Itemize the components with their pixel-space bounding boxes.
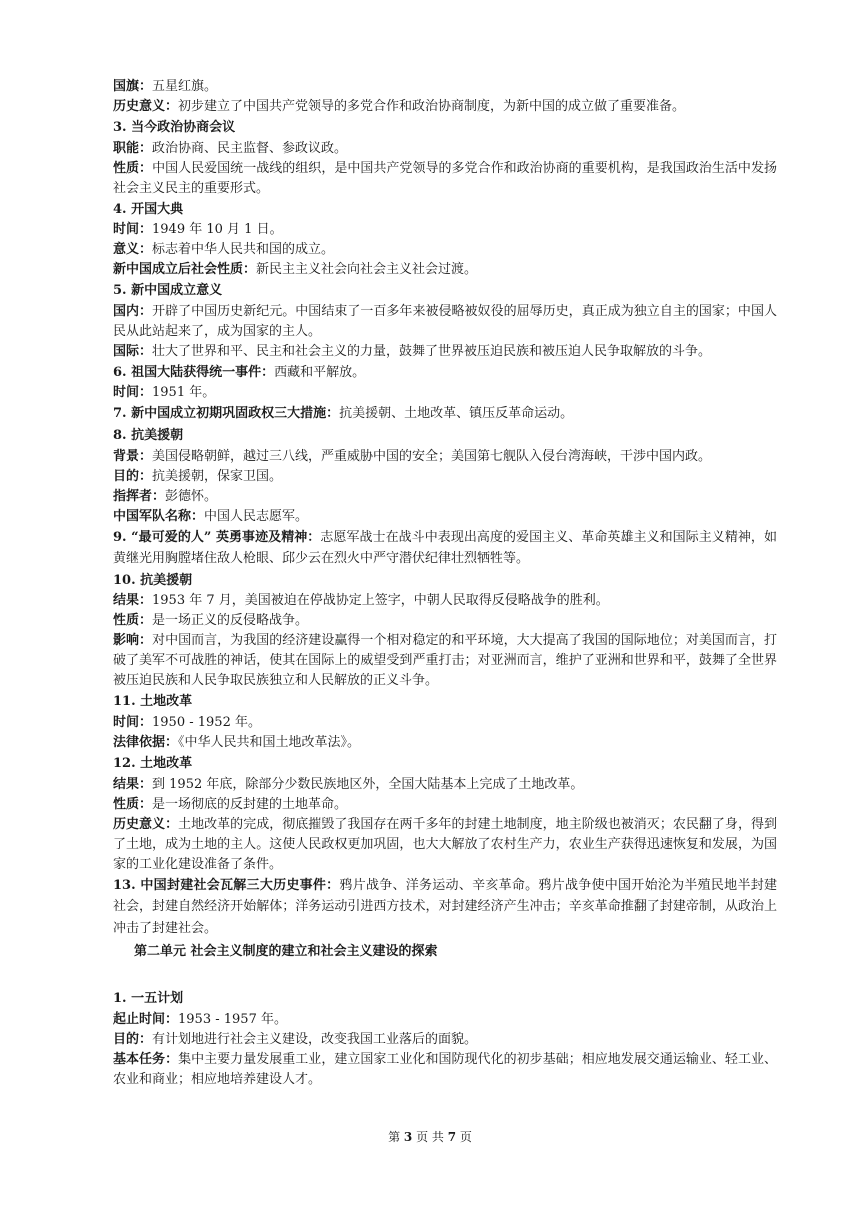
definition-paragraph bbox=[113, 1010, 777, 1030]
section-heading-body: 抗美援朝、土地改革、镇压反革命运动。 bbox=[339, 406, 574, 422]
unit-title-text: 第二单元 社会主义制度的建立和社会主义建设的探索 bbox=[134, 944, 438, 960]
term-label: 新中国成立后社会性质： bbox=[113, 262, 257, 278]
term-text: 中国人民志愿军。 bbox=[204, 508, 309, 524]
term-label: 时间： bbox=[113, 385, 153, 401]
definition-paragraph bbox=[113, 302, 777, 342]
section-heading-text: 8. 抗美援朝 bbox=[113, 427, 184, 443]
section-heading-body: 鸦片战争、洋务运动、辛亥革命。鸦片战争使中国开始沦为半殖民地半封建社会，封建自然经济开始解体；洋务运动引进西方技术，对封建经济产生冲击；辛亥革命推翻了封建帝制，从政治上冲击了封建社会。 bbox=[113, 877, 777, 936]
definition-paragraph bbox=[113, 713, 777, 733]
term-label: 法律依据： bbox=[113, 734, 179, 750]
term-text: 壮大了世界和平、民主和社会主义的力量，鼓舞了世界被压迫民族和被压迫人民争取解放的斗争。 bbox=[152, 343, 712, 359]
definition-paragraph bbox=[113, 591, 777, 611]
definition-paragraph bbox=[113, 487, 777, 507]
definition-paragraph bbox=[113, 159, 777, 199]
footer-page-number: 3 bbox=[403, 1130, 413, 1144]
document-body bbox=[113, 77, 777, 1090]
term-text: 《中华人民共和国土地改革法》。 bbox=[178, 734, 361, 750]
definition-paragraph bbox=[113, 1030, 777, 1050]
section-heading-text: 1. 一五计划 bbox=[113, 991, 184, 1007]
section-heading bbox=[113, 425, 777, 447]
term-label: 时间： bbox=[113, 222, 153, 238]
term-text: 1950 - 1952 年。 bbox=[152, 714, 261, 730]
section-heading-text: 5. 新中国成立意义 bbox=[113, 283, 223, 299]
definition-paragraph bbox=[113, 342, 777, 362]
term-label: 起止时间： bbox=[113, 1011, 179, 1027]
section-heading bbox=[113, 570, 777, 592]
section-heading bbox=[113, 691, 777, 713]
definition-paragraph bbox=[113, 383, 777, 403]
footer-prefix: 第 bbox=[388, 1130, 404, 1144]
definition-paragraph bbox=[113, 815, 777, 875]
term-text: 彭德怀。 bbox=[165, 488, 218, 504]
section-heading-text: 9. “最可爱的人” 英勇事迹及精神： bbox=[113, 529, 321, 545]
section-heading bbox=[113, 199, 777, 221]
term-label: 国际： bbox=[113, 343, 153, 359]
term-text: 是一场正义的反侵略战争。 bbox=[152, 613, 309, 629]
term-label: 影响： bbox=[113, 633, 153, 649]
section-heading bbox=[113, 280, 777, 302]
term-label: 指挥者： bbox=[113, 488, 166, 504]
term-text: 土地改革的完成，彻底摧毁了我国存在两千多年的封建土地制度，地主阶级也被消灭；农民翻了身，得到了土地，成为土地的主人。这使人民政权更加巩固，也大大解放了农村生产力，农业生产获得迅速恢复和发展，为国家的工业化建设准备了条件。 bbox=[113, 816, 777, 872]
section-heading bbox=[113, 988, 777, 1010]
section-heading-text: 7. 新中国成立初期巩固政权三大措施： bbox=[113, 406, 340, 422]
section-heading-text: 3. 当今政治协商会议 bbox=[113, 120, 236, 135]
definition-paragraph bbox=[113, 77, 777, 97]
term-label: 目的： bbox=[113, 1031, 153, 1047]
section-heading-text: 12. 土地改革 bbox=[113, 755, 193, 771]
definition-paragraph bbox=[113, 447, 777, 467]
section-heading-body: 志愿军战士在战斗中表现出高度的爱国主义、革命英雄主义和国际主义精神，如黄继光用胸膛堵住敌人枪眼、邱少云在烈火中严守潜伏纪律壮烈牺牲等。 bbox=[113, 529, 777, 567]
unit-title bbox=[113, 942, 777, 962]
definition-paragraph bbox=[113, 775, 777, 795]
term-label: 结果： bbox=[113, 776, 153, 792]
term-label: 性质： bbox=[113, 160, 153, 176]
definition-paragraph bbox=[113, 631, 777, 691]
term-label: 基本任务： bbox=[113, 1051, 179, 1067]
section-heading-text: 13. 中国封建社会瓦解三大历史事件： bbox=[113, 877, 340, 893]
term-label: 性质： bbox=[113, 613, 153, 629]
term-text: 到 1952 年底，除部分少数民族地区外，全国大陆基本上完成了土地改革。 bbox=[152, 776, 584, 792]
term-label: 国内： bbox=[113, 303, 153, 319]
term-text: 抗美援朝，保家卫国。 bbox=[152, 468, 283, 484]
definition-paragraph bbox=[113, 467, 777, 487]
term-label: 中国军队名称： bbox=[113, 508, 205, 524]
term-text: 中国人民爱国统一战线的组织，是中国共产党领导的多党合作和政治协商的重要机构，是我国政治生活中发扬社会主义民主的重要形式。 bbox=[113, 160, 777, 196]
term-text: 标志着中华人民共和国的成立。 bbox=[152, 242, 335, 258]
definition-paragraph bbox=[113, 507, 777, 527]
term-text: 开辟了中国历史新纪元。中国结束了一百多年来被侵略被奴役的屈辱历史，真正成为独立自主的国家；中国人民从此站起来了，成为国家的主人。 bbox=[113, 303, 777, 339]
footer-total-pages: 7 bbox=[447, 1130, 457, 1144]
definition-paragraph bbox=[113, 220, 777, 240]
term-label: 目的： bbox=[113, 468, 153, 484]
definition-paragraph bbox=[113, 240, 777, 260]
definition-paragraph bbox=[113, 97, 777, 117]
term-text: 有计划地进行社会主义建设，改变我国工业落后的面貌。 bbox=[152, 1031, 478, 1047]
term-label: 历史意义： bbox=[113, 99, 179, 114]
section-heading bbox=[113, 753, 777, 775]
term-text: 1951 年。 bbox=[152, 385, 216, 401]
definition-paragraph bbox=[113, 733, 777, 753]
term-text: 1953 年 7 月，美国被迫在停战协定上签字，中朝人民取得反侵略战争的胜利。 bbox=[152, 593, 609, 609]
term-text: 五星红旗。 bbox=[152, 79, 218, 94]
term-text: 1949 年 10 月 1 日。 bbox=[152, 222, 283, 238]
section-heading bbox=[113, 403, 777, 425]
term-label: 性质： bbox=[113, 796, 153, 812]
term-text: 美国侵略朝鲜，越过三八线，严重威胁中国的安全；美国第七舰队入侵台湾海峡，干涉中国内政。 bbox=[152, 448, 712, 464]
section-heading-text: 4. 开国大典 bbox=[113, 201, 184, 217]
definition-paragraph bbox=[113, 139, 777, 159]
term-text: 新民主主义社会向社会主义社会过渡。 bbox=[256, 262, 478, 278]
term-label: 结果： bbox=[113, 593, 153, 609]
definition-paragraph bbox=[113, 1050, 777, 1090]
section-heading-body: 西藏和平解放。 bbox=[274, 364, 366, 380]
section-heading bbox=[113, 875, 777, 940]
term-text: 1953 - 1957 年。 bbox=[178, 1011, 287, 1027]
section-heading-text: 11. 土地改革 bbox=[113, 694, 193, 710]
term-text: 初步建立了中国共产党领导的多党合作和政治协商制度，为新中国的成立做了重要准备。 bbox=[178, 99, 686, 114]
section-heading bbox=[113, 527, 777, 570]
definition-paragraph bbox=[113, 795, 777, 815]
definition-paragraph bbox=[113, 260, 777, 280]
term-text: 是一场彻底的反封建的土地革命。 bbox=[152, 796, 348, 812]
term-text: 对中国而言，为我国的经济建设赢得一个相对稳定的和平环境，大大提高了我国的国际地位；对美国而言，打破了美军不可战胜的神话，使其在国际上的威望受到严重打击；对亚洲而言，维护了亚洲和世界和平，鼓舞了全世界被压迫民族和人民争取民族独立和人民解放的正义斗争。 bbox=[113, 633, 777, 689]
term-label: 背景： bbox=[113, 448, 153, 464]
term-label: 时间： bbox=[113, 714, 153, 730]
term-label: 职能： bbox=[113, 140, 153, 156]
page-footer bbox=[0, 1129, 860, 1145]
term-label: 历史意义： bbox=[113, 816, 179, 832]
section-heading bbox=[113, 362, 777, 384]
footer-suffix: 页 bbox=[456, 1130, 472, 1144]
term-text: 集中主要力量发展重工业，建立国家工业化和国防现代化的初步基础；相应地发展交通运输业、轻工业、农业和商业；相应地培养建设人才。 bbox=[113, 1051, 777, 1087]
term-label: 国旗： bbox=[113, 79, 153, 94]
section-heading-text: 10. 抗美援朝 bbox=[113, 572, 193, 588]
definition-paragraph bbox=[113, 611, 777, 631]
term-text: 政治协商、民主监督、参政议政。 bbox=[152, 140, 348, 156]
term-label: 意义： bbox=[113, 242, 153, 258]
section-heading-text: 6. 祖国大陆获得统一事件： bbox=[113, 364, 275, 380]
footer-middle: 页 共 bbox=[412, 1130, 448, 1144]
section-heading bbox=[113, 117, 777, 139]
